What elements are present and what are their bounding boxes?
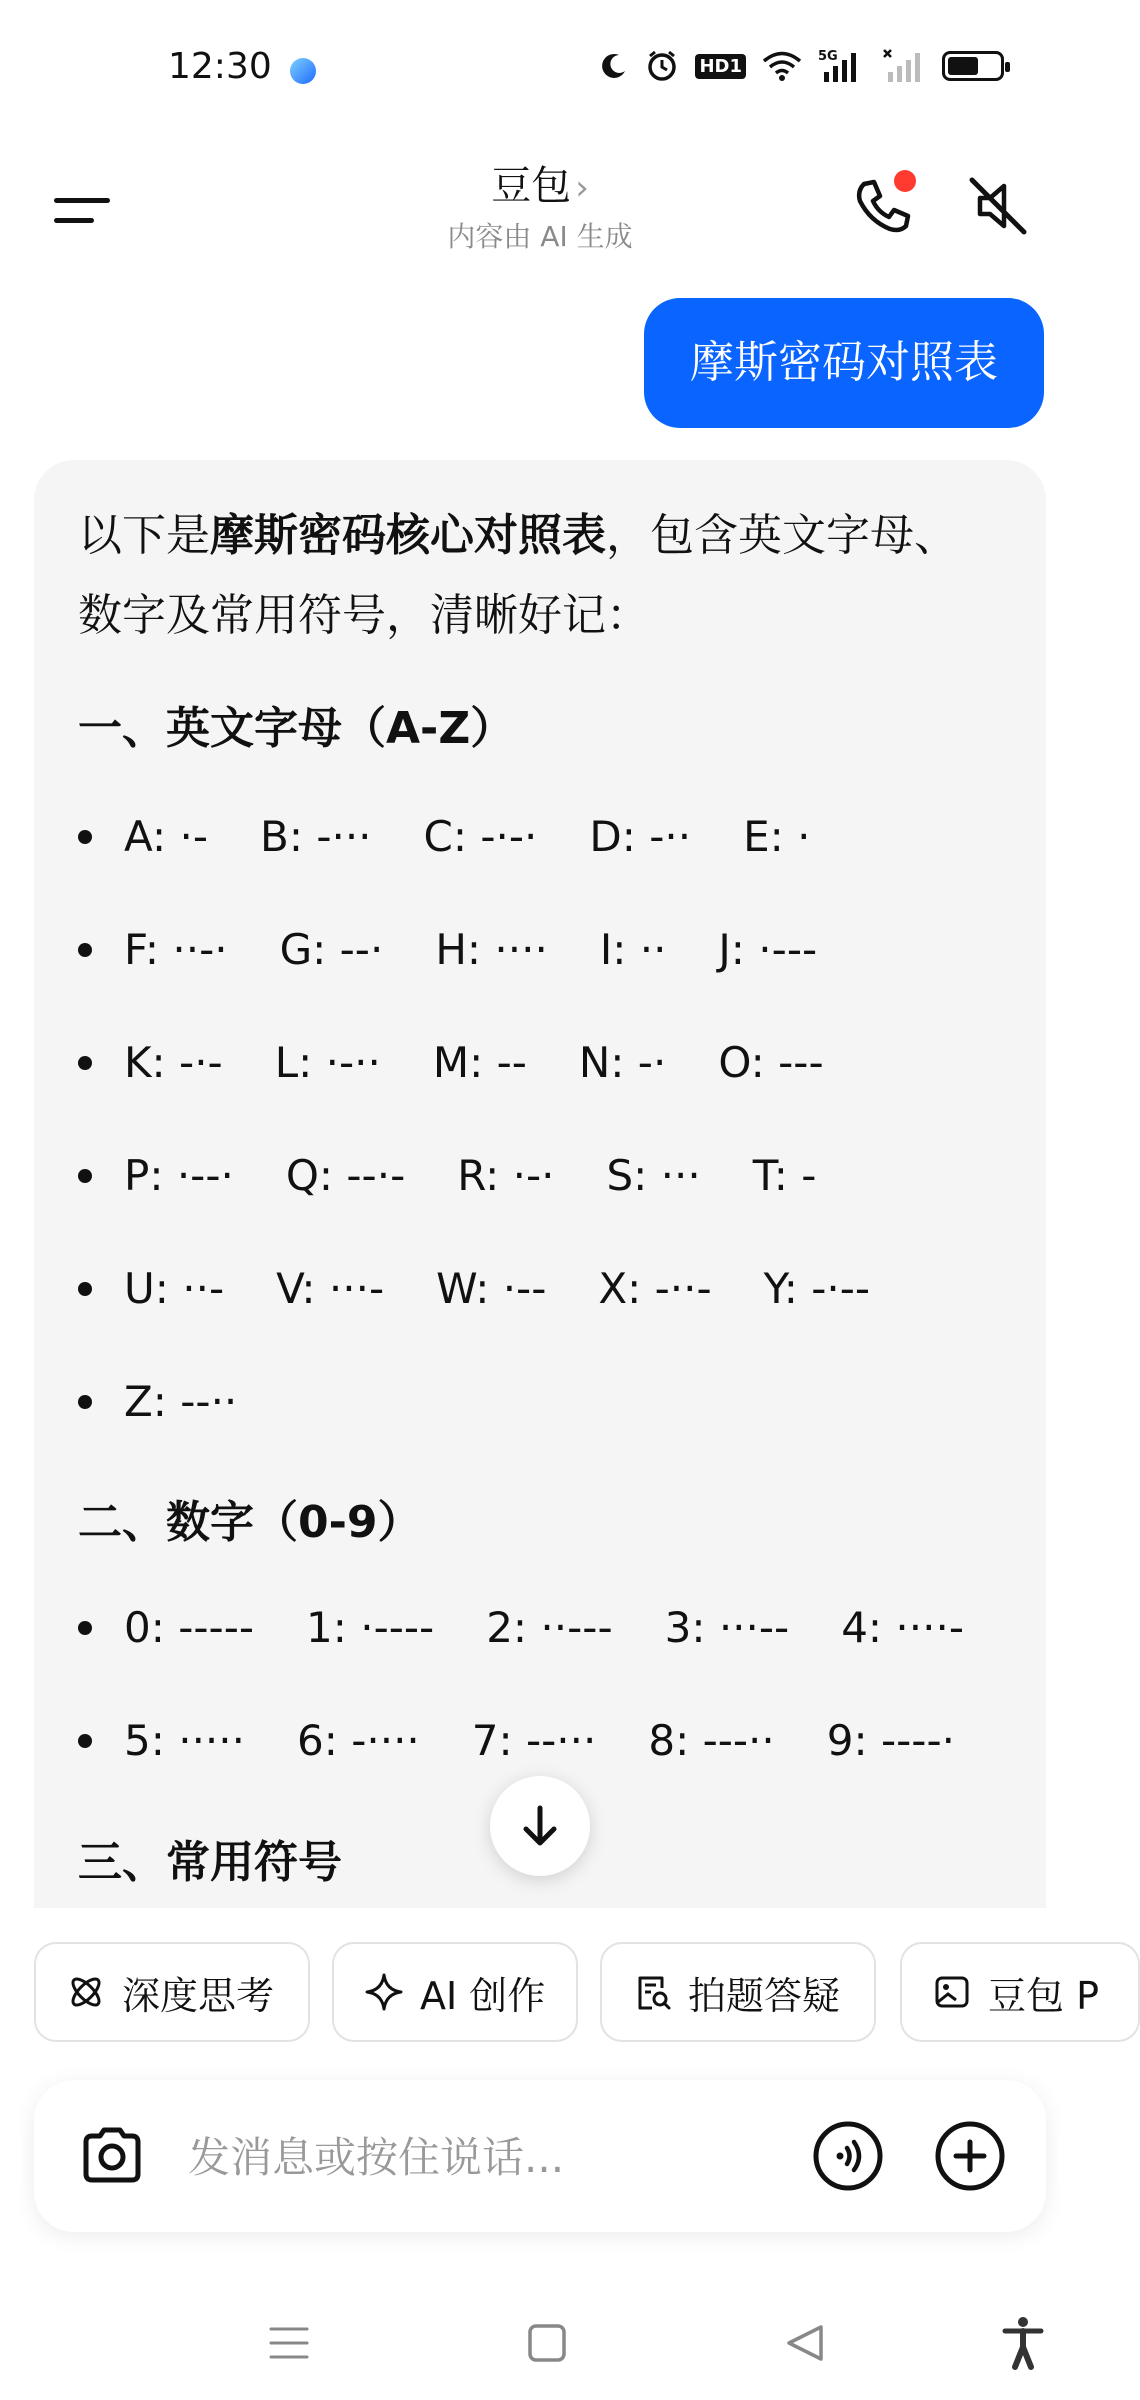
system-nav-bar [0, 2288, 1080, 2400]
morse-entry: O: --- [718, 1038, 824, 1087]
morse-entry: K: -·- [124, 1038, 223, 1087]
notification-dot [894, 170, 916, 192]
plus-circle-icon [932, 2118, 1008, 2194]
morse-entry: 6: -···· [296, 1716, 420, 1765]
signal-icon [882, 48, 926, 84]
letter-row [78, 1151, 868, 1200]
atom-icon [66, 1972, 106, 2012]
chevron-right-icon: › [575, 168, 589, 208]
intro-highlight: 摩斯密码核心对照表 [210, 510, 606, 561]
chip-label: 拍题答疑 [688, 1973, 841, 2018]
morse-entry: X: -··- [598, 1264, 712, 1313]
voice-input-button[interactable] [810, 2118, 886, 2194]
letter-row [78, 1038, 876, 1087]
chip-ai-create[interactable] [332, 1942, 578, 2042]
network-label: 5G [818, 49, 838, 64]
ai-disclaimer: 内容由 AI 生成 [447, 220, 633, 253]
morse-entry: E: · [743, 812, 811, 861]
morse-entry: J: ·--- [718, 925, 818, 974]
battery-icon [942, 51, 1004, 81]
chip-deep-thinking[interactable] [34, 1942, 310, 2042]
bullet [78, 1734, 92, 1748]
doc-search-icon [632, 1972, 672, 2012]
message-input-bar [34, 2080, 1046, 2232]
app-notification-icon [290, 58, 316, 84]
letter-row [78, 925, 869, 974]
bullet [78, 1621, 92, 1635]
wifi-icon [762, 50, 802, 82]
morse-entry: 7: --··· [471, 1716, 597, 1765]
morse-entry: G: --· [279, 925, 384, 974]
digit-row [78, 1716, 1007, 1765]
morse-entry: F: ··-· [124, 925, 228, 974]
add-attachment-button[interactable] [932, 2118, 1008, 2194]
section-title-symbols: 三、常用符号 [78, 1837, 342, 1888]
bullet [78, 1169, 92, 1183]
morse-entry: I: ·· [599, 925, 667, 974]
morse-entry: 2: ··--- [486, 1603, 613, 1652]
bullet [78, 1282, 92, 1296]
morse-entry: 0: ----- [124, 1603, 254, 1652]
morse-entry: L: ·-·· [274, 1038, 381, 1087]
morse-entry: R: ·-· [457, 1151, 555, 1200]
nav-home-button[interactable] [512, 2308, 582, 2378]
morse-entry: Y: -·-- [763, 1264, 871, 1313]
morse-entry: S: ··· [606, 1151, 701, 1200]
sound-wave-icon [810, 2118, 886, 2194]
letter-row [78, 812, 862, 861]
morse-entry: V: ···- [276, 1264, 385, 1313]
morse-entry: C: -·-· [423, 812, 538, 861]
back-triangle-icon [783, 2321, 827, 2365]
accessibility-icon [999, 2315, 1047, 2371]
morse-entry: 8: ---·· [648, 1716, 775, 1765]
nav-back-button[interactable] [770, 2308, 840, 2378]
menu-lines-icon [267, 2323, 311, 2363]
morse-entry: U: ··- [124, 1264, 225, 1313]
voice-call-button[interactable] [842, 166, 922, 246]
chip-label: AI 创作 [420, 1973, 546, 2018]
alarm-icon [645, 49, 679, 83]
bullet [78, 943, 92, 957]
camera-icon [74, 2118, 150, 2194]
letter-row [78, 1264, 922, 1313]
moon-icon [599, 51, 629, 81]
page-title[interactable]: 豆包 [491, 163, 572, 209]
bullet [78, 1395, 92, 1409]
speaker-mute-icon [958, 166, 1038, 246]
bullet [78, 830, 92, 844]
morse-entry: T: - [752, 1151, 817, 1200]
morse-entry: 9: ----· [826, 1716, 955, 1765]
status-bar [0, 0, 1080, 140]
message-input[interactable] [186, 2116, 790, 2198]
accessibility-button[interactable] [988, 2308, 1058, 2378]
assistant-answer-card [34, 460, 1046, 1908]
scroll-to-bottom-button[interactable] [490, 1776, 590, 1876]
mute-button[interactable] [958, 166, 1038, 246]
morse-entry: W: ·-- [436, 1264, 547, 1313]
morse-entry: B: -··· [260, 812, 372, 861]
letter-row [78, 1377, 289, 1426]
chat-header [0, 140, 1080, 280]
section-title-letters: 一、英文字母（A-Z） [78, 703, 515, 754]
morse-entry: D: -·· [589, 812, 692, 861]
nav-menu-button[interactable] [254, 2308, 324, 2378]
section-title-digits: 二、数字（0-9） [78, 1497, 422, 1548]
signal-5g-icon [818, 48, 866, 84]
morse-entry: N: -· [578, 1038, 667, 1087]
sparkle-icon [364, 1972, 404, 2012]
morse-entry: 3: ···-- [664, 1603, 790, 1652]
morse-entry: P: ·--· [124, 1151, 234, 1200]
arrow-down-icon [520, 1804, 560, 1848]
battery-level [948, 57, 978, 75]
morse-entry: M: -- [432, 1038, 527, 1087]
chip-label: 深度思考 [122, 1973, 275, 2018]
image-edit-icon [932, 1972, 972, 2012]
chip-photo-question[interactable] [600, 1942, 876, 2042]
status-icons [599, 48, 1004, 84]
morse-entry: H: ···· [435, 925, 548, 974]
morse-entry: Z: --·· [124, 1377, 238, 1426]
camera-button[interactable] [74, 2118, 150, 2194]
quick-action-chips [34, 1942, 1099, 2046]
bullet [78, 1056, 92, 1070]
user-message-bubble[interactable]: 摩斯密码对照表 [644, 298, 1044, 428]
morse-entry: 5: ····· [124, 1716, 245, 1765]
morse-entry: Q: --·- [285, 1151, 406, 1200]
chip-label: 豆包 P [988, 1973, 1099, 2018]
digit-row [78, 1603, 1016, 1652]
status-time: 12:30 [168, 46, 272, 87]
morse-entry: 1: ·---- [306, 1603, 435, 1652]
hd-icon: HD1 [695, 54, 746, 79]
chip-image[interactable] [900, 1942, 1140, 2042]
square-icon [525, 2321, 569, 2365]
morse-entry: 4: ····- [841, 1603, 964, 1652]
morse-entry: A: ·- [124, 812, 208, 861]
answer-intro: 以下是摩斯密码核心对照表，包含英文字母、数字及常用符号，清晰好记： [78, 510, 958, 641]
